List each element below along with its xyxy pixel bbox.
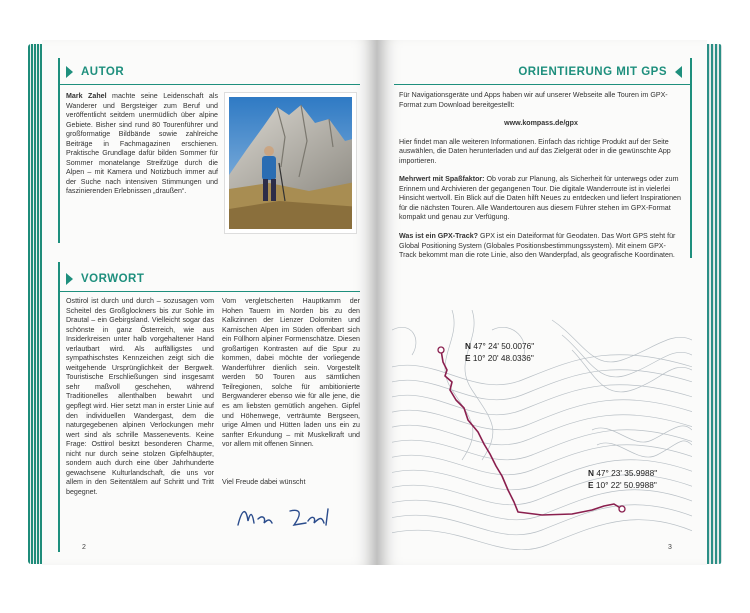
page-number-right: 3 xyxy=(668,544,672,551)
author-section-rule xyxy=(58,58,60,243)
page-number-left: 2 xyxy=(82,544,86,551)
contour-lines xyxy=(392,310,692,550)
start-coordinate-east: E 10° 20' 48.0336" xyxy=(465,353,534,363)
gps-paragraph-4: Was ist ein GPX-Track? GPX ist ein Dateiformat für Geodaten. Das Wort GPS steht für Global Positioning System (Globales Positionsbestimmungssystem). Mit einem GPX-Track bekommt man die rote Linie, also den Wanderpfad, als geografische Koordinaten. xyxy=(399,232,676,260)
gps-paragraph-3: Mehrwert mit Spaßfaktor: Ob vorab zur Planung, als Sicherheit für unterwegs oder zum Erinnern und Archivieren der gegangenen Tour. Die digitale Wanderroute ist in vielerlei Hinsicht wertvoll. Ein Blick auf die Daten hilft Neues zu entdecken und liefert Inspirationen für die nächsten Touren. Alle Wandertouren aus diesem Führer stehen im GPX-Format kompakt und genau zur Verfügung. xyxy=(399,175,681,222)
gpx-track-line xyxy=(441,350,622,515)
gps-paragraph-2: Hier findet man alle weiteren Informationen. Einfach das richtige Produkt auf der Seite auswählen, die Daten herunterladen und auf das Zielgerät oder in die gewünschte App importieren. xyxy=(399,137,671,165)
start-coordinate-north: N 47° 24' 50.0076" xyxy=(465,341,535,351)
gps-heading: ORIENTIERUNG MIT GPS xyxy=(518,66,682,78)
foreword-heading-underline xyxy=(58,291,360,292)
heading-marker-icon xyxy=(675,66,682,78)
foreword-closing: Viel Freude dabei wünscht xyxy=(222,478,306,486)
topographic-map xyxy=(392,310,692,550)
book-page-edges-right xyxy=(706,44,722,564)
author-heading-underline xyxy=(58,84,360,85)
author-bio xyxy=(66,92,218,197)
track-start-marker xyxy=(438,347,444,353)
heading-marker-icon xyxy=(66,66,73,78)
foreword-column-1: Osttirol ist durch und durch – sozusagen vom Scheitel des Großglockners bis zur Sohle im Drautal – ein Gebirgsland. Vielleicht sogar das schönste in ganz Österreich, wie aus Insiderkreisen unter halb vorgehaltener Hand verlautbart wird. Als auffälligstes und sympathischstes Kennzeichen zeigt sich die weitgehende Ursprünglichkeit der Bergwelt. Touristische Erschließungen sind insgesamt sehr maßvoll geschehen, während Traditionelles allenthalben bewahrt und gepflegt wird. Hier setzt man in erster Linie auf den individuellen Wandergast, dem die naturgegebenen alpinen Verlockungen mehr wert sind als schrille Massenevents. Keine Frage: Osttirol besitzt besonderen Charme, nicht nur durch seine stolzen Gipfelhäupter, sondern auch durch eine über Jahrhunderte gewachsene Kulturlandschaft, die uns vor allem in den Seitentälern auf Schritt und Tritt begegnet. xyxy=(66,297,214,496)
foreword-column-2: Vom vergletscherten Hauptkamm der Hohen Tauern im Norden bis zu den Kalkzinnen der Lienzer Dolomiten und Karnischen Alpen im Süden offenbart sich ein Füllhorn alpiner Formenschätze. Diesen großartigen Kontrasten auf die Spur zu kommen, dabei möchte der vorliegende Wanderführer dienlich sein. Vorgestellt werden 50 Touren aus sämtlichen Teilregionen, solche für ambitionierte Bergwanderer ebenso wie für alle jene, die es am liebsten gemütlich angehen. Gipfel und Höhenwege, verträumte Bergseen, urige Almen und Hütten laden uns ein zu sanfter Erkundung – mit Muskelkraft und vor allem mit offenen Sinnen. xyxy=(222,297,360,449)
track-end-marker xyxy=(619,506,625,512)
gps-text-block xyxy=(399,91,683,270)
foreword-heading: VORWORT xyxy=(66,273,144,285)
gps-intro: Für Navigationsgeräte und Apps haben wir auf unserer Webseite alle Touren im GPX-Format zum Download bereitgestellt: xyxy=(399,91,668,109)
book-page-edges-left xyxy=(28,44,42,564)
author-heading: AUTOR xyxy=(66,66,124,78)
end-coordinate-east: E 10° 22' 50.9988" xyxy=(588,480,657,490)
end-coordinate-north: N 47° 23' 35.9988" xyxy=(588,468,658,478)
heading-marker-icon xyxy=(66,273,73,285)
gps-heading-underline xyxy=(394,84,692,85)
author-bio-text: machte seine Leidenschaft als Wanderer und Bergsteiger zum Beruf und veröffentlicht seitdem unermüdlich über alpine Gebiete. Bisher sind rund 80 Tourenführer und großformatige Bildbände sowie zahlreiche Beiträge in Fachmagazinen erschienen. Praktische Grundlage dafür bilden Sommer für Sommer monatelange Streifzüge durch die Alpen – mit Kamera und Notizbuch immer auf der Suche nach intensiven Stimmungen und faszinierenden Erlebnissen „draußen“. xyxy=(66,92,219,196)
author-signature xyxy=(234,503,344,531)
mountain-hiker-image xyxy=(229,97,356,233)
author-photo xyxy=(225,93,356,233)
gps-section-rule xyxy=(690,58,692,258)
foreword-section-rule xyxy=(58,262,60,552)
author-name: Mark Zahel xyxy=(66,92,107,100)
gpx-download-link[interactable]: www.kompass.de/gpx xyxy=(504,119,578,128)
